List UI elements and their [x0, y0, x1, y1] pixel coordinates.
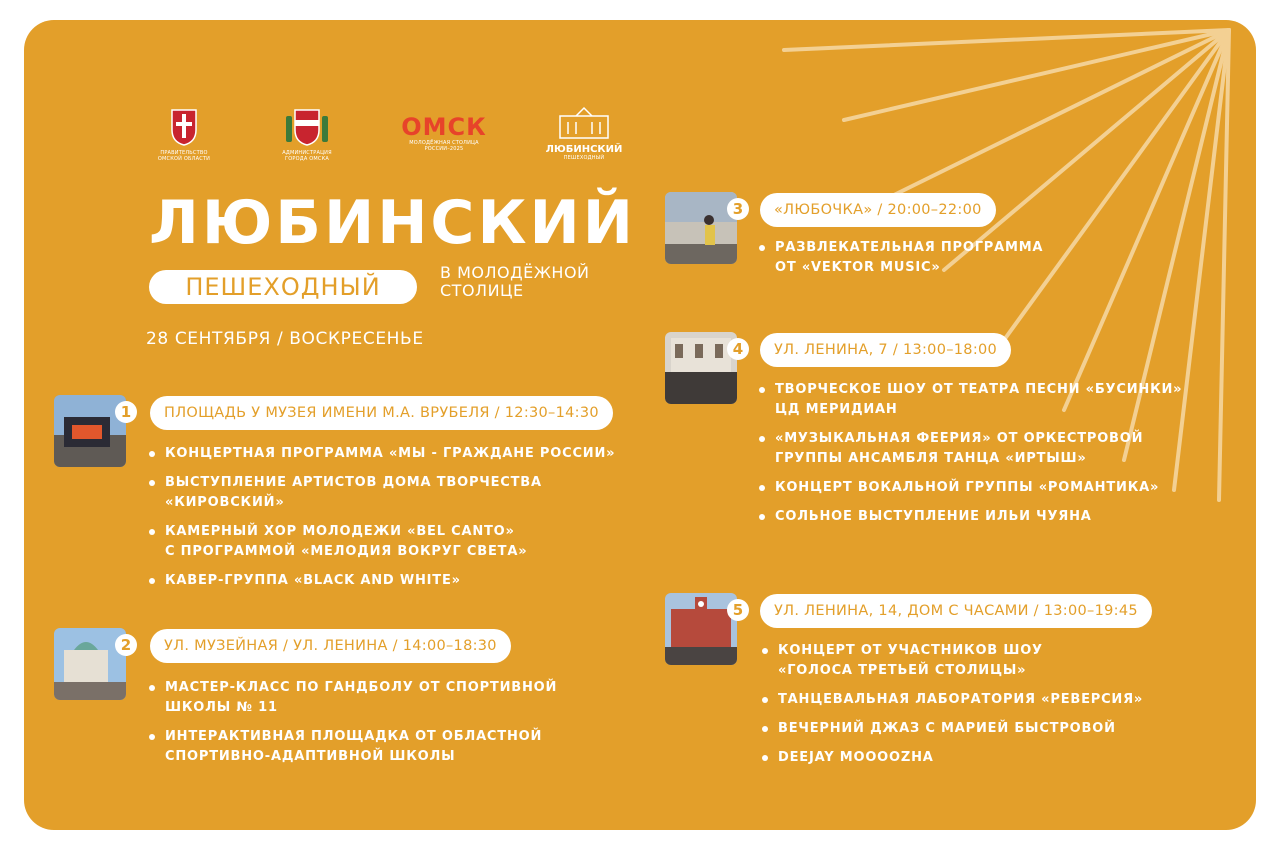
list-item: «МУЗЫКАЛЬНАЯ ФЕЕРИЯ» ОТ ОРКЕСТРОВОЙ ГРУППЫ АНСАМБЛЯ ТАНЦА «ИРТЫШ» [759, 429, 1182, 469]
omsk-youth-capital-logo [394, 114, 494, 152]
omsk-brand [394, 114, 494, 140]
event-number-2: 2 [115, 634, 137, 656]
omsk-city-coat-of-arms-icon [284, 106, 330, 146]
building-icon [554, 106, 614, 140]
list-item: КОНЦЕРТ ВОКАЛЬНОЙ ГРУППЫ «РОМАНТИКА» [759, 478, 1182, 498]
list-item: ИНТЕРАКТИВНАЯ ПЛОЩАДКА ОТ ОБЛАСТНОЙ СПОРТИВНО-АДАПТИВНОЙ ШКОЛЫ [149, 727, 557, 767]
subtitle-side: В МОЛОДЁЖНОЙ СТОЛИЦЕ [440, 263, 590, 300]
event-list-3 [759, 238, 1043, 287]
omsk-city-logo [272, 106, 342, 162]
lyubinsky-logo [544, 106, 624, 161]
event-title: ЛЮБИНСКИЙ [149, 188, 636, 258]
list-item: РАЗВЛЕКАТЕЛЬНАЯ ПРОГРАММА ОТ «VEKTOR MUSIC» [759, 238, 1043, 278]
omsk-region-logo [154, 106, 214, 162]
list-item: ВЫСТУПЛЕНИЕ АРТИСТОВ ДОМА ТВОРЧЕСТВА «КИРОВСКИЙ» [149, 473, 615, 513]
list-item: КОНЦЕРТНАЯ ПРОГРАММА «МЫ - ГРАЖДАНЕ РОССИИ» [149, 444, 615, 464]
event-number-1: 1 [115, 401, 137, 423]
event-list-1 [149, 444, 615, 600]
venue-photo-2 [54, 628, 126, 700]
event-list-2 [149, 678, 557, 776]
partner-logos [154, 106, 634, 176]
event-title-3: «ЛЮБОЧКА» / 20:00–22:00 [760, 193, 996, 227]
event-number-4: 4 [727, 338, 749, 360]
omsk-region-caption: ПРАВИТЕЛЬСТВО ОМСКОЙ ОБЛАСТИ [157, 150, 211, 162]
omsk-region-coat-of-arms-icon [169, 106, 199, 146]
event-date: 28 СЕНТЯБРЯ / ВОСКРЕСЕНЬЕ [146, 329, 424, 349]
venue-photo-4 [665, 332, 737, 404]
event-list-5 [762, 641, 1143, 777]
venue-photo-1 [54, 395, 126, 467]
lyubinsky-logo-caption: ПЕШЕХОДНЫЙ [563, 155, 605, 161]
omsk-youth-caption: МОЛОДЁЖНАЯ СТОЛИЦА РОССИИ–2025 [409, 140, 479, 152]
list-item: DEEJAY MOOOOZHA [762, 748, 1143, 768]
list-item: КАМЕРНЫЙ ХОР МОЛОДЕЖИ «BEL CANTO» С ПРОГРАММОЙ «МЕЛОДИЯ ВОКРУГ СВЕТА» [149, 522, 615, 562]
poster-card [24, 20, 1256, 830]
venue-photo-3 [665, 192, 737, 264]
omsk-city-caption: АДМИНИСТРАЦИЯ ГОРОДА ОМСКА [282, 150, 332, 162]
list-item: ВЕЧЕРНИЙ ДЖАЗ С МАРИЕЙ БЫСТРОВОЙ [762, 719, 1143, 739]
venue-photo-5 [665, 593, 737, 665]
omsk-brand-text: ОМСК [401, 113, 487, 141]
list-item: КОНЦЕРТ ОТ УЧАСТНИКОВ ШОУ «ГОЛОСА ТРЕТЬЕЙ СТОЛИЦЫ» [762, 641, 1143, 681]
lyubinsky-logo-brand: ЛЮБИНСКИЙ [545, 144, 623, 155]
event-list-4 [759, 380, 1182, 536]
list-item: ТВОРЧЕСКОЕ ШОУ ОТ ТЕАТРА ПЕСНИ «БУСИНКИ» ЦД МЕРИДИАН [759, 380, 1182, 420]
event-title-4: УЛ. ЛЕНИНА, 7 / 13:00–18:00 [760, 333, 1011, 367]
list-item: СОЛЬНОЕ ВЫСТУПЛЕНИЕ ИЛЬИ ЧУЯНА [759, 507, 1182, 527]
event-title-5: УЛ. ЛЕНИНА, 14, ДОМ С ЧАСАМИ / 13:00–19:45 [760, 594, 1152, 628]
list-item: ТАНЦЕВАЛЬНАЯ ЛАБОРАТОРИЯ «РЕВЕРСИЯ» [762, 690, 1143, 710]
event-title-2: УЛ. МУЗЕЙНАЯ / УЛ. ЛЕНИНА / 14:00–18:30 [150, 629, 511, 663]
subtitle-pill: ПЕШЕХОДНЫЙ [149, 270, 417, 304]
event-number-3: 3 [727, 198, 749, 220]
event-title-1: ПЛОЩАДЬ У МУЗЕЯ ИМЕНИ М.А. ВРУБЕЛЯ / 12:30–14:30 [150, 396, 613, 430]
list-item: МАСТЕР-КЛАСС ПО ГАНДБОЛУ ОТ СПОРТИВНОЙ ШКОЛЫ № 11 [149, 678, 557, 718]
event-number-5: 5 [727, 599, 749, 621]
list-item: КАВЕР-ГРУППА «BLACK AND WHITE» [149, 571, 615, 591]
